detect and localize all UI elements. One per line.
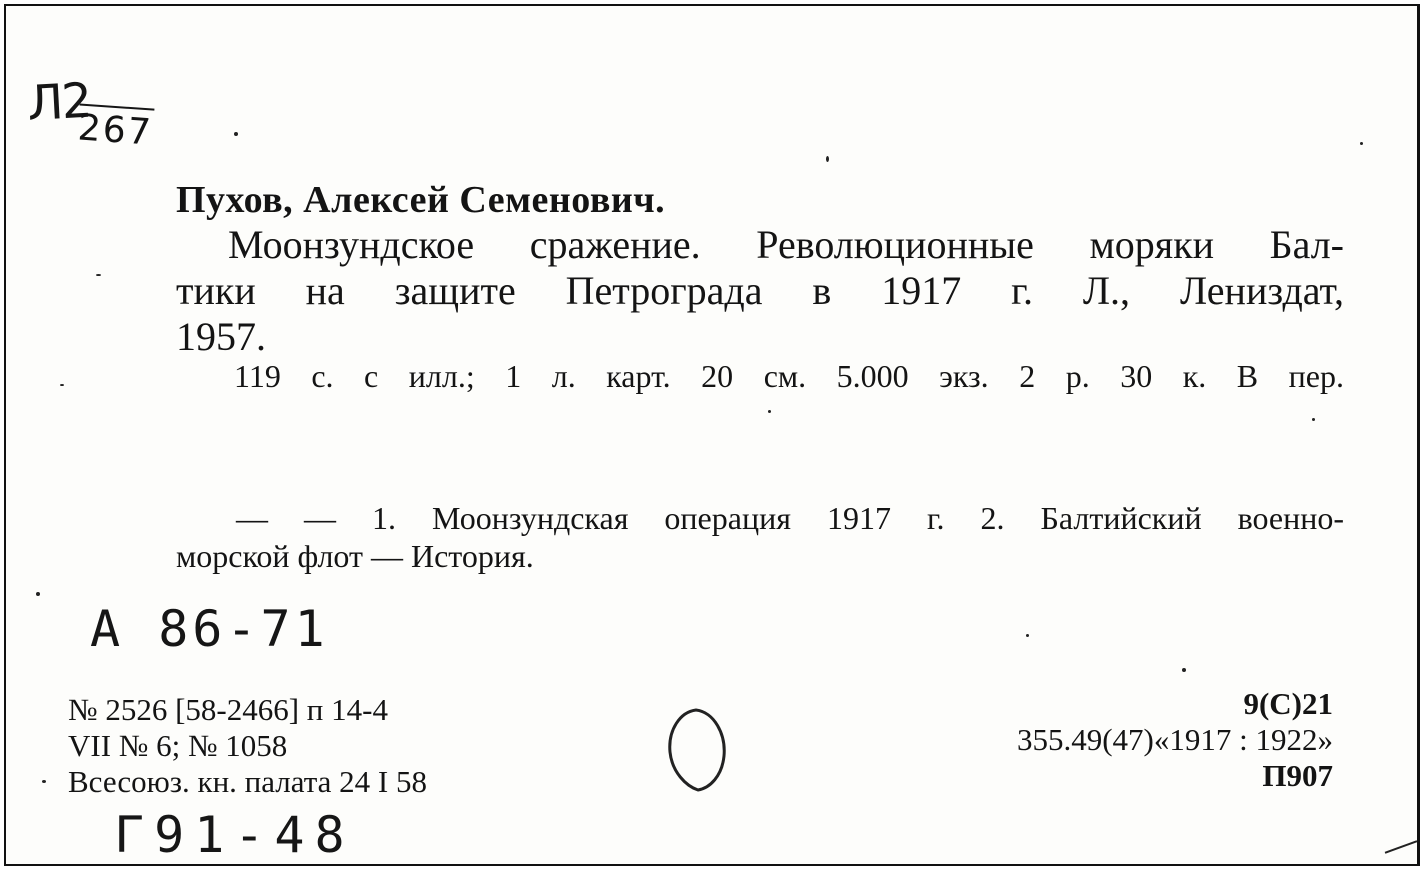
- ink-speck: [60, 384, 64, 386]
- title-line-3: 1957.: [176, 314, 266, 359]
- ink-speck: [1360, 142, 1363, 145]
- handwritten-fraction: 267: [77, 103, 155, 153]
- author-heading: Пухов, Алексей Семенович.: [176, 179, 666, 221]
- classification-index: 9(С)21: [1243, 686, 1333, 721]
- subject-headings-line-2: морской флот — История.: [176, 538, 534, 574]
- catalog-card: [4, 4, 1420, 866]
- ink-speck: [1182, 668, 1186, 672]
- ink-speck: [1026, 634, 1029, 637]
- handwritten-inventory-mark: Г91-48: [114, 806, 355, 864]
- imprint-line-3: Всесоюз. кн. палата 24 I 58: [68, 764, 427, 799]
- imprint-line-2: VII № 6; № 1058: [68, 728, 288, 763]
- ink-speck: [36, 592, 40, 596]
- collation-line: 119 с. с илл.; 1 л. карт. 20 см. 5.000 экз. 2 р. 30 к. В пер.: [234, 358, 1344, 394]
- ink-speck: [234, 132, 238, 136]
- ink-speck: [1312, 418, 1315, 421]
- oval-stamp-mark: [666, 706, 728, 792]
- ink-stroke: [1385, 840, 1418, 854]
- author-mark: П907: [1262, 758, 1333, 793]
- title-line-2: тики на защите Петрограда в 1917 г. Л., Лениздат,: [176, 268, 1344, 313]
- title-line-1: Моонзундское сражение. Революционные моряки Бал-: [228, 222, 1344, 267]
- handwritten-call-number-top: Л2: [26, 72, 92, 132]
- ink-speck: [96, 274, 101, 276]
- subject-headings-line-1: — — 1. Моонзундская операция 1917 г. 2. Балтийский военно-: [236, 500, 1344, 536]
- handwritten-shelf-mark: А 86-71: [90, 600, 329, 658]
- udc-index: 355.49(47)«1917 : 1922»: [1016, 722, 1333, 757]
- ink-speck: [826, 156, 829, 162]
- ink-speck: [768, 410, 771, 413]
- imprint-line-1: № 2526 [58-2466] п 14-4: [68, 692, 388, 727]
- ink-speck: [42, 780, 46, 783]
